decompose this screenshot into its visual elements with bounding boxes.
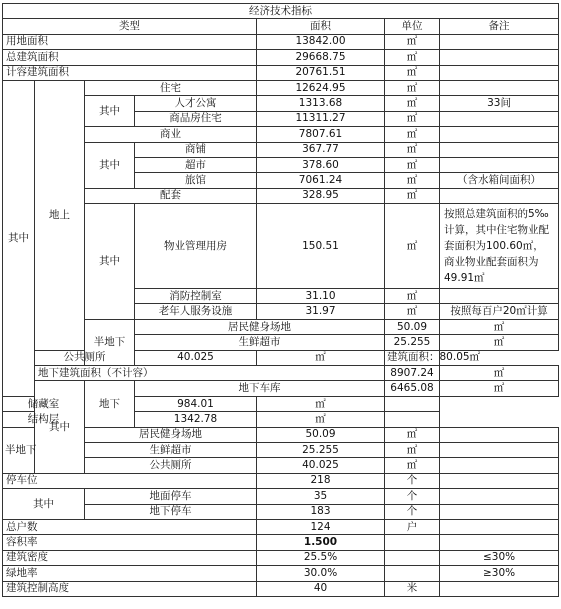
row-note	[440, 111, 559, 126]
row-value: 328.95	[257, 188, 385, 203]
header-note: 备注	[440, 19, 559, 34]
row-note	[440, 458, 559, 473]
row-label: 总建筑面积	[3, 50, 257, 65]
table-row	[3, 458, 559, 473]
table-row	[3, 65, 559, 80]
header-area: 面积	[257, 19, 385, 34]
table-row	[3, 504, 559, 519]
row-label: 配套	[85, 188, 257, 203]
row-label: 消防控制室	[135, 289, 257, 304]
table-row	[3, 550, 559, 565]
table-row	[3, 489, 559, 504]
row-unit: ㎡	[385, 34, 440, 49]
row-label: 公共厕所	[35, 350, 135, 365]
table-row	[3, 442, 559, 457]
row-note	[440, 535, 559, 550]
row-value: 1.500	[257, 535, 385, 550]
row-value: 50.09	[385, 319, 440, 334]
row-note	[440, 127, 559, 142]
table-row	[3, 204, 559, 289]
row-unit: 个	[385, 504, 440, 519]
row-label: 超市	[135, 157, 257, 172]
table-row	[3, 34, 559, 49]
row-note	[385, 412, 440, 427]
row-note	[440, 65, 559, 80]
group-label-dishang: 地上	[35, 80, 85, 350]
row-value: 20761.51	[257, 65, 385, 80]
row-value: 25.255	[385, 335, 440, 350]
table-row	[3, 96, 559, 111]
row-note	[440, 427, 559, 442]
row-unit: 个	[385, 489, 440, 504]
row-note	[440, 473, 559, 488]
group-label-qizhong: 其中	[35, 381, 85, 473]
table-row	[3, 427, 559, 442]
row-value: 30.0%	[257, 566, 385, 581]
row-unit	[385, 566, 440, 581]
row-label: 生鲜超市	[135, 335, 385, 350]
row-note	[440, 289, 559, 304]
row-value: 150.51	[257, 204, 385, 289]
row-value: 31.97	[257, 304, 385, 319]
row-note	[440, 489, 559, 504]
row-value: 40.025	[257, 458, 385, 473]
row-note	[440, 188, 559, 203]
row-value: 50.09	[257, 427, 385, 442]
row-unit: 米	[385, 581, 440, 596]
row-value: 29668.75	[257, 50, 385, 65]
table-row	[3, 381, 559, 396]
table-row	[3, 566, 559, 581]
group-label-dixia: 地下	[85, 381, 135, 427]
table-row	[3, 127, 559, 142]
row-value: 12624.95	[257, 80, 385, 95]
row-label: 居民健身场地	[85, 427, 257, 442]
row-note: 按照总建筑面积的5‰计算，其中住宅物业配套面积为100.60㎡，商业物业配套面积为49.91㎡	[440, 204, 559, 289]
row-label: 商铺	[135, 142, 257, 157]
sub-label-qizhong: 其中	[85, 204, 135, 320]
group-label-banxia: 半地下	[85, 319, 135, 365]
row-value: 40.025	[135, 350, 257, 365]
row-note: （含水箱间面积）	[440, 173, 559, 188]
row-note	[440, 34, 559, 49]
table-row	[3, 519, 559, 534]
row-unit: ㎡	[385, 458, 440, 473]
row-unit: ㎡	[385, 111, 440, 126]
row-value: 8907.24	[385, 366, 440, 381]
row-note	[440, 581, 559, 596]
row-note: 33间	[440, 96, 559, 111]
row-label: 旅馆	[135, 173, 257, 188]
row-value: 35	[257, 489, 385, 504]
row-unit: ㎡	[385, 80, 440, 95]
row-unit: ㎡	[385, 65, 440, 80]
row-value: 25.255	[257, 442, 385, 457]
row-value: 40	[257, 581, 385, 596]
row-unit: ㎡	[385, 304, 440, 319]
group-label-qizhong: 其中	[3, 489, 85, 520]
row-unit: ㎡	[385, 442, 440, 457]
row-unit: 户	[385, 519, 440, 534]
row-label: 用地面积	[3, 34, 257, 49]
economic-indicators-table	[2, 3, 559, 597]
table-row	[3, 535, 559, 550]
row-label: 老年人服务设施	[135, 304, 257, 319]
row-unit: ㎡	[385, 127, 440, 142]
sub-label-qizhong: 其中	[85, 142, 135, 188]
row-label: 容积率	[3, 535, 257, 550]
row-label: 住宅	[85, 80, 257, 95]
row-unit: ㎡	[385, 173, 440, 188]
row-note	[385, 396, 440, 411]
row-label: 地面停车	[85, 489, 257, 504]
table-row	[3, 80, 559, 95]
row-label: 地下停车	[85, 504, 257, 519]
row-unit: ㎡	[385, 204, 440, 289]
row-note: ≥30%	[440, 566, 559, 581]
row-label: 计容建筑面积	[3, 65, 257, 80]
row-label: 物业管理用房	[135, 204, 257, 289]
row-value: 1342.78	[135, 412, 257, 427]
row-value: 183	[257, 504, 385, 519]
table-row	[3, 50, 559, 65]
header-type: 类型	[3, 19, 257, 34]
row-label: 地下车库	[135, 381, 385, 396]
group-label-banxia: 半地下	[3, 427, 35, 473]
header-unit: 单位	[385, 19, 440, 34]
row-note	[440, 519, 559, 534]
row-unit: ㎡	[385, 142, 440, 157]
table-row	[3, 473, 559, 488]
row-label: 总户数	[3, 519, 257, 534]
row-unit: ㎡	[257, 412, 385, 427]
row-value: 13842.00	[257, 34, 385, 49]
row-note	[440, 157, 559, 172]
row-value: 31.10	[257, 289, 385, 304]
row-label: 绿地率	[3, 566, 257, 581]
row-value: 367.77	[257, 142, 385, 157]
row-label: 公共厕所	[85, 458, 257, 473]
row-unit: ㎡	[440, 381, 559, 396]
row-unit: ㎡	[385, 157, 440, 172]
table-title: 经济技术指标	[3, 4, 559, 19]
row-label: 商业	[85, 127, 257, 142]
table-row	[3, 188, 559, 203]
row-unit: ㎡	[385, 289, 440, 304]
row-unit: ㎡	[257, 396, 385, 411]
row-unit: 个	[385, 473, 440, 488]
row-label: 建筑控制高度	[3, 581, 257, 596]
row-value: 7807.61	[257, 127, 385, 142]
row-label: 商品房住宅	[135, 111, 257, 126]
row-note: ≤30%	[440, 550, 559, 565]
row-unit	[385, 535, 440, 550]
title-row	[3, 4, 559, 19]
row-unit: ㎡	[440, 335, 559, 350]
row-value: 25.5%	[257, 550, 385, 565]
row-note	[440, 80, 559, 95]
row-note	[440, 504, 559, 519]
row-value: 984.01	[135, 396, 257, 411]
row-label: 居民健身场地	[135, 319, 385, 334]
row-unit: ㎡	[385, 188, 440, 203]
row-value: 218	[257, 473, 385, 488]
table-row	[3, 319, 559, 334]
row-unit: ㎡	[385, 427, 440, 442]
table-row	[3, 581, 559, 596]
row-note	[440, 142, 559, 157]
sub-label-qizhong: 其中	[85, 96, 135, 127]
row-value: 11311.27	[257, 111, 385, 126]
row-unit: ㎡	[385, 50, 440, 65]
row-label: 地下建筑面积（不计容）	[35, 366, 385, 381]
row-label: 生鲜超市	[85, 442, 257, 457]
header-row	[3, 19, 559, 34]
row-unit: ㎡	[385, 96, 440, 111]
row-unit	[385, 550, 440, 565]
group-label-qizhong: 其中	[3, 80, 35, 396]
row-unit: ㎡	[440, 319, 559, 334]
row-value: 1313.68	[257, 96, 385, 111]
table-row	[3, 366, 559, 381]
row-value: 124	[257, 519, 385, 534]
row-note: 建筑面积：80.05㎡	[385, 350, 440, 365]
row-value: 7061.24	[257, 173, 385, 188]
row-value: 378.60	[257, 157, 385, 172]
row-label: 停车位	[3, 473, 257, 488]
row-note: 按照每百户20㎡计算	[440, 304, 559, 319]
row-unit: ㎡	[257, 350, 385, 365]
row-value: 6465.08	[385, 381, 440, 396]
table-row	[3, 142, 559, 157]
row-label: 结构层	[3, 412, 85, 427]
row-label: 人才公寓	[135, 96, 257, 111]
row-label: 储藏室	[3, 396, 85, 411]
row-note	[440, 442, 559, 457]
table-row	[3, 350, 559, 365]
row-unit: ㎡	[440, 366, 559, 381]
row-label: 建筑密度	[3, 550, 257, 565]
row-note	[440, 50, 559, 65]
